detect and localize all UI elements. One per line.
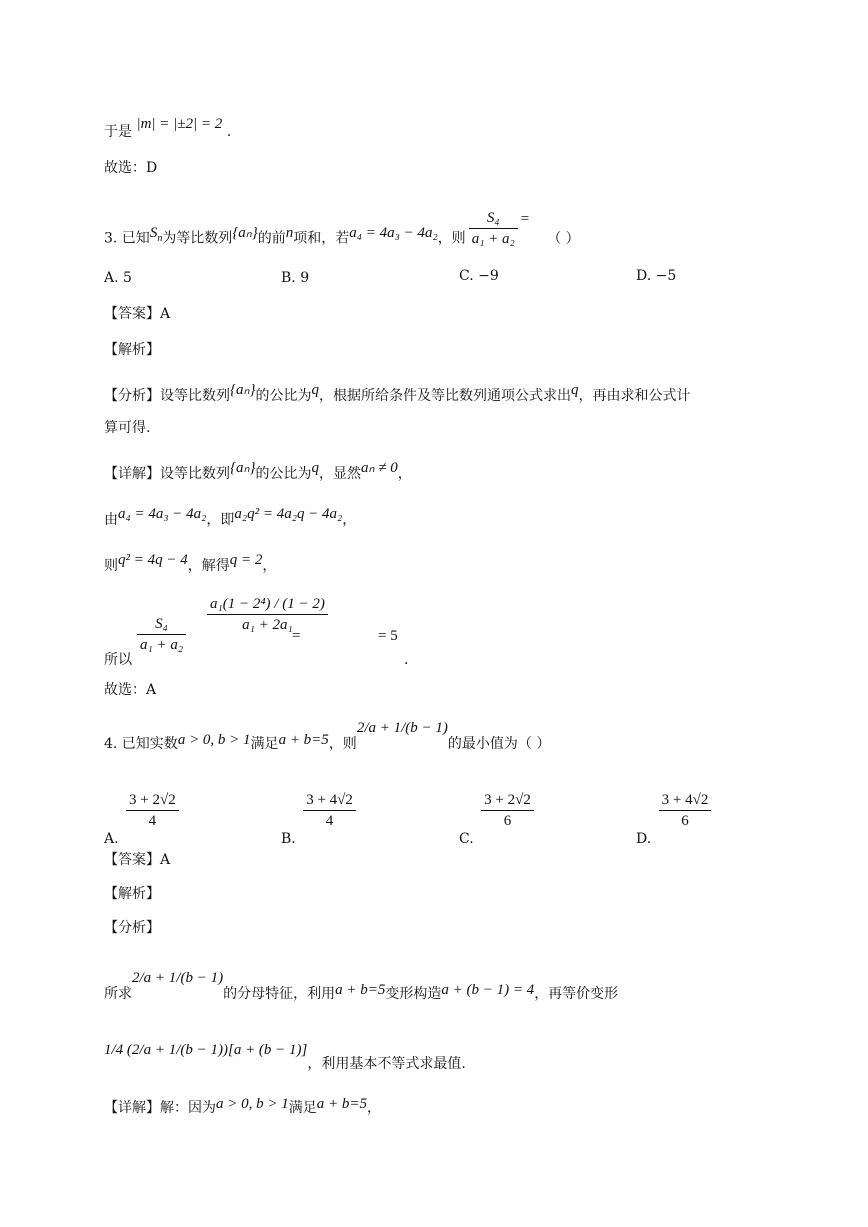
- q3-sum-result: = 5: [378, 628, 398, 644]
- q3-answer: 【答案】A: [104, 306, 171, 322]
- q4-analysis-line-1: 所求2/a + 1/(b − 1)的分母特征，利用a + b=5变形构造a + (b − 1) = 4，再等价变形: [104, 970, 619, 1002]
- q4-sum: a + b=5: [278, 732, 329, 748]
- q3-detail-an-nonzero: aₙ ≠ 0: [360, 460, 398, 476]
- q4-option-d: D. $\frac{3 + 4√2}{6}$: [636, 790, 714, 831]
- q3-detail-equation: a₂q² = 4a₂q − 4a₂: [234, 506, 343, 522]
- q3-ratio-den: a₁ + a₂: [471, 231, 515, 247]
- q4-analysis-expression: 2/a + 1/(b − 1): [132, 970, 224, 986]
- prev-text-tail: .: [226, 124, 232, 140]
- q3-detail-line-2: 由a₄ = 4a₃ − 4a₂，即a₂q² = 4a₂q − 4a₂，: [104, 506, 357, 528]
- q4-analysis-transform: 1/4 (2/a + 1/(b − 1))[a + (b − 1)]: [104, 1042, 308, 1058]
- q4-option-b: B. $\frac{3 + 4√2}{4}$: [281, 790, 359, 831]
- q4-analysis-line-2: 1/4 (2/a + 1/(b − 1))[a + (b − 1)]，利用基本不等式求最值.: [104, 1042, 466, 1072]
- q4-option-a: A. $\frac{3 + 2√2}{4}$: [104, 790, 182, 831]
- q3-analysis-heading: 【解析】: [104, 342, 160, 358]
- document-page: 于是 |m| = |±2| = 2 . 故选：D 3. 已知$S_n$为等比数列{aₙ}的前n项和，若a₄ = 4a₃ − 4a₂，则 $\frac{\text{S₄}}{\text{a₁ + a₂}}$ =（ ） A. 5 B. 9 C. −9 D. −5 【答案】A 【解析】 【分析】设等比数列{aₙ}的公比为q，根据所给条件及等比数列通项公式求出q，再由求和公式计 算可得. 【详解】设等比数列{aₙ}的公比为q，显然aₙ ≠ 0， 由a₄ = 4a₃ − 4a₂，即a₂q² = 4a₂q − 4a₂， 则q² = 4q − 4，解得q = 2， 所以 $\frac{\text{S₄}}{\text{a₁ + a₂}}$ = $\frac{\text{a₁(1 − 2⁴) / (1 − 2)}}{\text{a₁ + 2a₁}}$ = 5 . 故选：A 4. 已知实数a > 0, b > 1满足a + b=5，则2/a + 1/(b − 1)的最小值为（ ） A. $\frac{3 + 2√2}{4}$ B. $\frac{3 + 4√2}{4}$ C. $\frac{3 + 2√2}{6}$ D. $\frac{3 + 4√2}{6}$ 【答案】A 【解析】 【分析】 所求2/a + 1/(b − 1)的分母特征，利用a + b=5变形构造a + (b − 1) = 4，再等价变形 1/4 (2/a + 1/(b − 1))[a + (b − 1)]，利用基本不等式求最值. 【详解】解：因为a > 0, b > 1满足a + b=5，: [0, 0, 868, 1227]
- q3-analysis-q2: q: [570, 382, 579, 398]
- q3-analysis-line-2: 算可得.: [104, 420, 151, 436]
- q3-ratio-num: S₄: [469, 208, 518, 229]
- q3-option-c: C. −9: [459, 268, 499, 284]
- q3-equals: =: [520, 210, 530, 227]
- q4-detail-line-1: 【详解】解：因为a > 0, b > 1满足a + b=5，: [104, 1096, 381, 1116]
- q3-option-d: D. −5: [636, 268, 677, 284]
- q4-expression: 2/a + 1/(b − 1): [356, 720, 448, 736]
- q3-sum-fraction-left: $\frac{\text{S₄}}{\text{a₁ + a₂}}$: [137, 614, 186, 655]
- q3-detail-q: q: [311, 460, 319, 476]
- q3-detail-solution: q = 2: [229, 552, 263, 568]
- q3-stem-2: 的前: [257, 230, 286, 247]
- q3-select: 故选：A: [104, 682, 157, 698]
- q3-option-b: B. 9: [281, 270, 310, 286]
- q4-analysis-construct: a + (b − 1) = 4: [441, 982, 535, 998]
- q3-detail-line-1: 【详解】设等比数列{aₙ}的公比为q，显然aₙ ≠ 0，: [104, 460, 412, 482]
- q3-condition: a₄ = 4a₃ − 4a₂: [349, 224, 438, 241]
- q4-option-c: C. $\frac{3 + 2√2}{6}$: [459, 790, 537, 831]
- q3-blank: （ ）: [547, 230, 580, 247]
- q3-seq: {aₙ}: [232, 224, 258, 241]
- q3-analysis-line-1: 【分析】设等比数列{aₙ}的公比为q，根据所给条件及等比数列通项公式求出q，再由求和公式计: [104, 382, 691, 404]
- q3-stem: [104, 210, 580, 259]
- q3-stem-1: 为等比数列: [162, 230, 233, 247]
- q4-answer: 【答案】A: [104, 852, 171, 868]
- prev-text-lead: 于是: [104, 124, 132, 140]
- prev-abs-formula: |m| = |±2| = 2: [136, 116, 223, 132]
- prev-select: 故选：D: [104, 160, 158, 176]
- q3-detail-quadratic: q² = 4q − 4: [118, 552, 188, 568]
- q3-detail-line-3: 则q² = 4q − 4，解得q = 2，: [104, 552, 277, 574]
- q3-n: n: [285, 224, 294, 241]
- prev-conclusion-line: [104, 116, 232, 142]
- q4-condition: a > 0, b > 1: [177, 732, 251, 748]
- q4-analysis-heading: 【解析】: [104, 886, 160, 902]
- q3-stem-pre: 3. 已知: [104, 230, 150, 247]
- q3-analysis-q: q: [311, 382, 319, 398]
- q4-analysis-subheading: 【分析】: [104, 920, 160, 936]
- q4-stem: 4. 已知实数a > 0, b > 1满足a + b=5，则2/a + 1/(b − 1)的最小值为（ ）: [104, 720, 551, 752]
- q3-sn: $S_n$: [149, 224, 163, 244]
- q3-stem-4: ，则: [437, 230, 466, 247]
- q3-detail-seq: {aₙ}: [230, 460, 256, 476]
- q3-stem-3: 项和，若: [293, 230, 350, 247]
- q3-sum-fraction-right: $\frac{\text{a₁(1 − 2⁴) / (1 − 2)}}{\text{a₁ + 2a₁}}$: [207, 594, 328, 635]
- q3-analysis-seq: {aₙ}: [230, 382, 256, 398]
- q3-ratio-fraction: [469, 208, 518, 249]
- q3-option-a: A. 5: [104, 270, 132, 286]
- q3-detail-condition: a₄ = 4a₃ − 4a₂: [118, 506, 207, 522]
